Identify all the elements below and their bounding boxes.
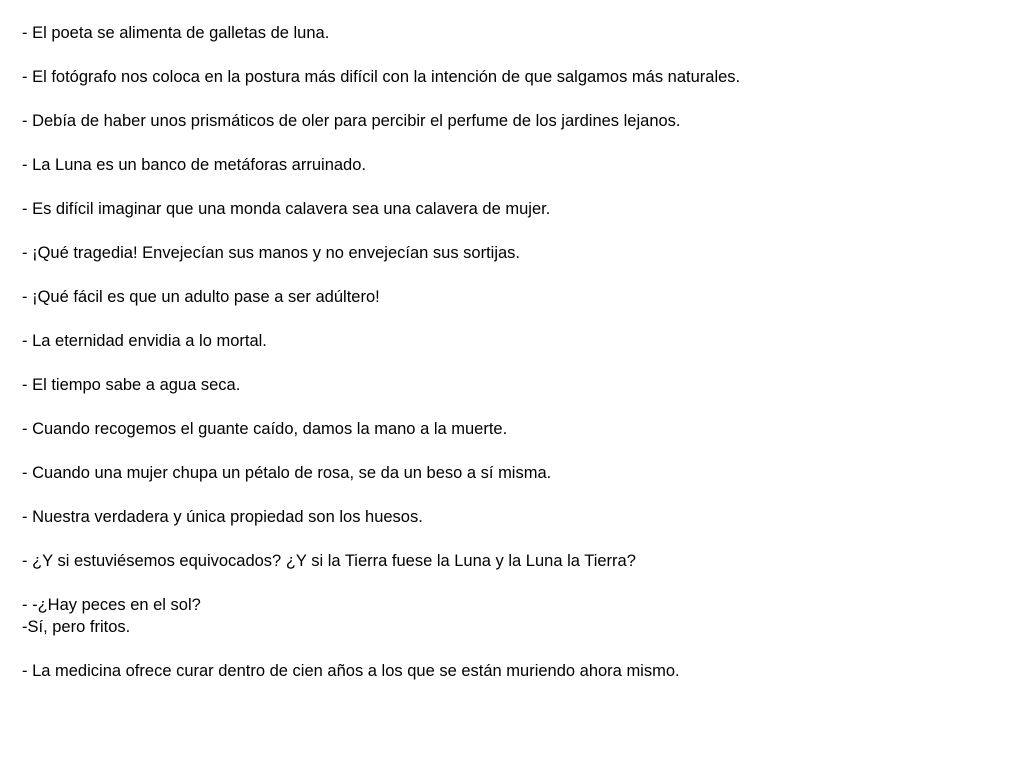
aphorism-line: - Cuando una mujer chupa un pétalo de rosa, se da un beso a sí misma. xyxy=(22,464,552,482)
aphorism-line: - El fotógrafo nos coloca en la postura más difícil con la intención de que salgamos más naturales. xyxy=(22,68,741,86)
aphorism-item xyxy=(22,550,1012,572)
aphorism-item xyxy=(22,22,1012,44)
aphorism-item xyxy=(22,198,1012,220)
aphorism-list xyxy=(22,22,1012,704)
aphorism-item xyxy=(22,506,1012,528)
aphorism-line: - La eternidad envidia a lo mortal. xyxy=(22,332,267,350)
aphorism-item xyxy=(22,110,1012,132)
aphorism-item xyxy=(22,462,1012,484)
aphorism-item xyxy=(22,594,1012,638)
aphorism-line: - Debía de haber unos prismáticos de oler para percibir el perfume de los jardines lejanos. xyxy=(22,112,681,130)
aphorism-line: - -¿Hay peces en el sol? xyxy=(22,596,201,614)
aphorism-item xyxy=(22,418,1012,440)
aphorism-line: - La Luna es un banco de metáforas arruinado. xyxy=(22,156,366,174)
aphorism-line: - El tiempo sabe a agua seca. xyxy=(22,376,241,394)
aphorism-item xyxy=(22,286,1012,308)
aphorism-item xyxy=(22,242,1012,264)
aphorism-line: - Cuando recogemos el guante caído, damos la mano a la muerte. xyxy=(22,420,508,438)
aphorism-line: - El poeta se alimenta de galletas de luna. xyxy=(22,24,330,42)
aphorism-line: - Nuestra verdadera y única propiedad son los huesos. xyxy=(22,508,423,526)
aphorism-item xyxy=(22,660,1012,682)
aphorism-line: - ¿Y si estuviésemos equivocados? ¿Y si la Tierra fuese la Luna y la Luna la Tierra? xyxy=(22,552,636,570)
aphorism-item xyxy=(22,154,1012,176)
aphorism-line: - ¡Qué tragedia! Envejecían sus manos y no envejecían sus sortijas. xyxy=(22,244,521,262)
aphorism-item xyxy=(22,330,1012,352)
aphorism-line: -Sí, pero fritos. xyxy=(22,618,131,636)
aphorism-item xyxy=(22,66,1012,88)
aphorism-line: - La medicina ofrece curar dentro de cien años a los que se están muriendo ahora mismo. xyxy=(22,662,680,680)
aphorism-line: - ¡Qué fácil es que un adulto pase a ser adúltero! xyxy=(22,288,380,306)
aphorism-line: - Es difícil imaginar que una monda calavera sea una calavera de mujer. xyxy=(22,200,551,218)
aphorism-item xyxy=(22,374,1012,396)
